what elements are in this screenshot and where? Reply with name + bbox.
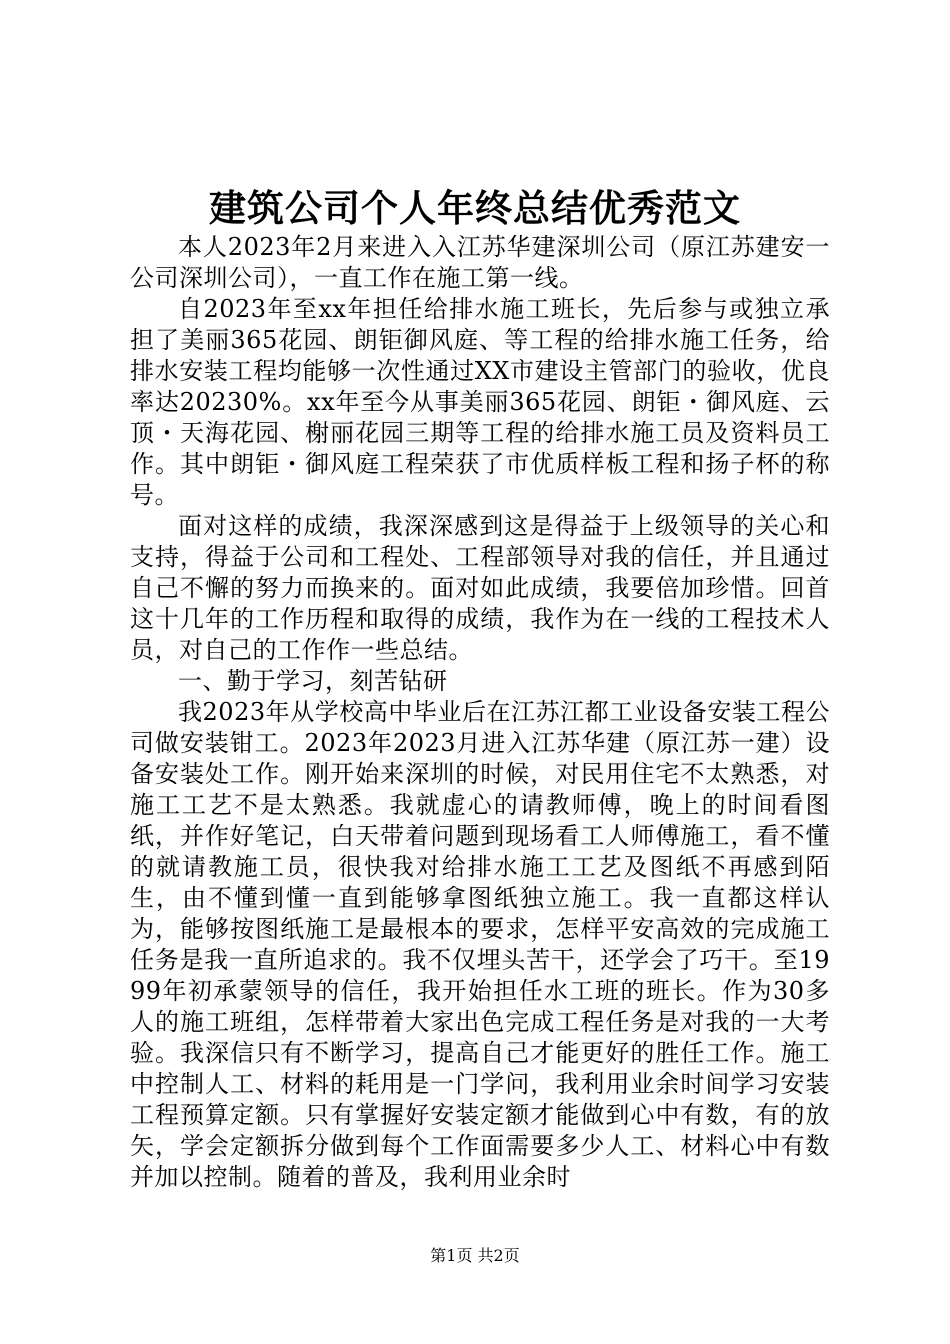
paragraph-learning: 我2023年从学校高中毕业后在江苏江都工业设备安装工程公司做安装钳工。2023年2023月进入江苏华建（原江苏一建）设备安装处工作。刚开始来深圳的时候，对民用住宅不太熟悉，对施工工艺不是太熟悉。我就虚心的请教师傅，晚上的时间看图纸，并作好笔记，白天带着问题到现场看工人师傅施工，看不懂的就请教施工员，很快我对给排水施工工艺及图纸不再感到陌生，由不懂到懂一直到能够拿图纸独立施工。我一直都这样认为，能够按图纸施工是最根本的要求，怎样平安高效的完成施工任务是我一直所追求的。我不仅埋头苦干，还学会了巧干。至1999年初承蒙领导的信任，我开始担任水工班的班长。作为30多人的施工班组，怎样带着大家出色完成工程任务是对我的一大考验。我深信只有不断学习，提高自己才能更好的胜任工作。施工中控制人工、材料的耗用是一门学问，我利用业余时间学习安装工程预算定额。只有掌握好安装定额才能做到心中有数，有的放矢，学会定额拆分做到每个工作面需要多少人工、材料心中有数并加以控制。随着的普及，我利用业余时 <box>130 698 830 1191</box>
document-title: 建筑公司个人年终总结优秀范文 <box>209 186 741 230</box>
paragraph-intro: 本人2023年2月来进入入江苏华建深圳公司（原江苏建安一公司深圳公司），一直工作在施工第一线。 <box>130 233 830 292</box>
document-body <box>130 232 830 1193</box>
paragraph-reflection: 面对这样的成绩，我深深感到这是得益于上级领导的关心和支持，得益于公司和工程处、工程部领导对我的信任，并且通过自己不懈的努力而换来的。面对如此成绩，我要倍加珍惜。回首这十几年的工作历程和取得的成绩，我作为在一线的工程技术人员，对自己的工作作一些总结。 <box>130 512 830 664</box>
section-heading-learning: 一、勤于学习，刻苦钻研 <box>178 667 448 695</box>
paragraph-experience: 自2023年至xx年担任给排水施工班长，先后参与或独立承担了美丽365花园、朗钜御风庭、等工程的给排水施工任务，给排水安装工程均能够一次性通过XX市建设主管部门的验收，优良率达20230%。xx年至今从事美丽365花园、朗钜・御风庭、云顶・天海花园、榭丽花园三期等工程的给排水施工员及资料员工作。其中朗钜・御风庭工程荣获了市优质样板工程和扬子杯的称号。 <box>130 295 830 509</box>
page-footer: 第1页 共2页 <box>430 1246 520 1265</box>
